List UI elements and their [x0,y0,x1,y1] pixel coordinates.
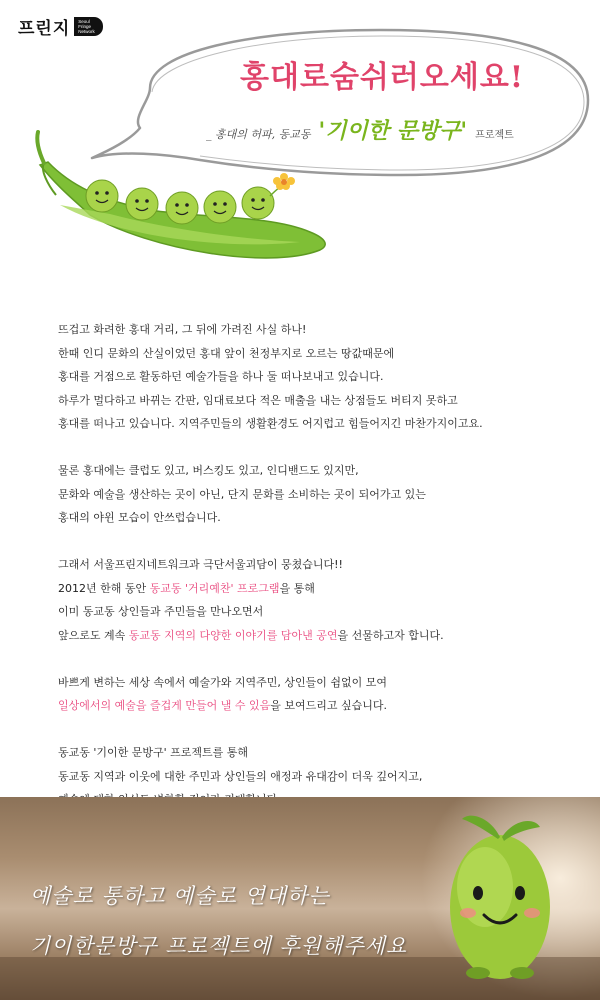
logo-badge-line3: Network [78,29,95,34]
text-line: 홍대의 야윈 모습이 안쓰럽습니다. [58,511,221,524]
text-line [58,577,558,601]
highlight-daily-art: 일상에서의 예술을 즐겁게 만들어 낼 수 있음 [58,699,271,712]
paragraph-1 [58,318,558,436]
pea-5 [242,187,274,219]
paragraph-4 [58,671,558,718]
flower-icon [270,173,295,196]
logo-badge-line1: Seoul [78,19,90,24]
text-line: 동교동 '기이한 문방구' 프로젝트를 통해 [58,746,249,759]
subline-prefix: _ 홍대의 허파, 동교동 [206,128,311,141]
text-line: 홍대를 거점으로 활동하던 예술가들을 하나 둘 떠나보내고 있습니다. [58,370,384,383]
text-segment: 을 통해 [279,581,315,595]
text-line [58,694,558,718]
text-segment: 2012년 한해 동안 [58,581,150,595]
text-segment: 을 보여드리고 싶습니다. [270,699,387,712]
pea-pod-illustration [0,0,600,300]
banner-line-1: 예술로 통하고 예술로 연대하는 [30,884,330,908]
story-text [58,318,558,835]
pea-4 [204,191,236,223]
text-segment: 앞으로도 계속 [58,628,129,642]
highlight-program: 동교동 '거리예찬' 프로그램 [149,581,280,595]
logo-badge-line2: Fringe [78,24,92,29]
text-line [58,624,558,648]
pea-2 [126,188,158,220]
logo-text: 프린지 [18,19,71,39]
text-line: 이미 동교동 상인들과 주민들을 만나오면서 [58,605,264,618]
banner-line-2: 기이한문방구 프로젝트에 후원해주세요 [30,934,408,958]
text-line: 문화와 예술을 생산하는 곳이 아닌, 단지 문화를 소비하는 곳이 되어가고 있는 [58,487,426,501]
text-line: 홍대를 떠나고 있습니다. 지역주민들의 생활환경도 어지럽고 힘들어지긴 마찬가지이고요. [58,417,483,430]
subline-suffix: 프로젝트 [475,130,514,141]
subline [206,114,514,145]
text-line: 그래서 서울프린지네트워크과 극단서울괴담이 뭉쳤습니다!! [58,558,343,571]
paragraph-3 [58,553,558,647]
text-segment: 을 선물하고자 합니다. [337,628,444,642]
highlight-performance: 동교동 지역의 다양한 이야기를 담아낸 공연 [128,628,338,642]
text-line: 동교동 지역과 이웃에 대한 주민과 상인들의 애정과 유대감이 더욱 깊어지고, [58,769,423,783]
paragraph-2 [58,459,558,530]
text-line: 바쁘게 변하는 세상 속에서 예술가와 지역주민, 상인들이 쉼없이 모여 [58,675,387,689]
project-name: '기이한 문방구' [318,118,468,144]
text-line: 하루가 멀다하고 바뀌는 간판, 임대료보다 적은 매출을 내는 상점들도 버티지 못하고 [58,393,458,407]
text-line: 물론 홍대에는 클럽도 있고, 버스킹도 있고, 인디밴드도 있지만, [58,464,359,477]
headline: 홍대로숨쉬러오세요! [240,60,524,95]
pea-pod-stem [37,132,44,163]
text-line: 뜨겁고 화려한 홍대 거리, 그 뒤에 가려진 사실 하나! [58,323,307,336]
pea-3 [166,192,198,224]
pea-1 [86,180,118,212]
text-line: 한때 인디 문화의 산실이었던 홍대 앞이 천정부지로 오르는 땅값때문에 [58,346,395,360]
